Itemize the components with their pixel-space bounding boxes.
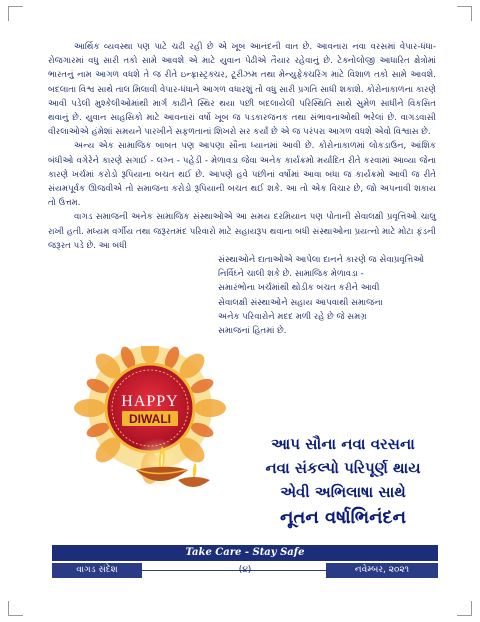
- page-footer: [52, 563, 438, 578]
- footer-issue-date: નવેમ્બર, ૨૦૨૧: [326, 563, 438, 578]
- article-tail-line: અનેક પરિવારોને મદદ મળી રહે છે જે સમગ્ર: [218, 311, 367, 322]
- greeting-line: એવી અભિલાષા સાથે: [280, 483, 406, 501]
- crop-mark-bottom-right: [457, 601, 472, 616]
- crop-mark-bottom-left: [8, 601, 23, 616]
- take-care-banner: Take Care - Stay Safe: [52, 545, 438, 561]
- crop-mark-top-left: [8, 6, 23, 21]
- article-paragraph: આર્થિક વ્યવસ્થા પણ પાટે ચઢી રહી છે એ ખૂબ આનંદની વાત છે. આવનારા નવા વરસમાં વેપાર-ધંધા-રોજગારમાં વધુ સારી તકો સામે આવશે એ માટે યુવાન પેઢીએ તૈયાર રહેવાનું છે. ટેક્નોલોજી આધારિત ક્ષેત્રોમાં ભારતનું નામ આગળ વધશે તે જ રીતે ઇન્ફ્રાસ્ટ્રક્ચર, ટૂરીઝમ તથા મેન્યુફેક્ચરિંગ માટે વિશાળ તકો સામે આવશે. બદલાતા વિશ્વ સાથે તાલ મિલાવી વેપાર-ધંધાને આગળ વધારશું તો વધુ સારી પ્રગતિ સાધી શકાશે. કોરોનાકાળના કારણે આવી પડેલી મુશ્કેલીઓમાંથી માર્ગ કાઢીને સ્થિર થયા પછી બદલાયેલી પરિસ્થિતિ સાથે સુમેળ સાધીને વિકસિત થવાનું છે. યુવાન સાહસિકો માટે આવનારાં વર્ષો ખૂબ જ પડકારજનક તથા સંભાવનાઓથી ભરેલાં છે. વાગડવાસી વીરલાઓએ હંમેશાં સમયને પારખીને સફળતાનાં શિખરો સર કર્યાં છે એ જ પરંપરા આગળ વધશે એવો વિશ્વાસ છે.: [48, 42, 436, 138]
- happy-diwali-illustration: [58, 346, 268, 496]
- happy-text: HAPPY: [121, 393, 179, 410]
- article-tail-line: સમાજનાં હિતમાં છે.: [218, 326, 287, 337]
- greeting-line: નવા સંકલ્પો પરિપૂર્ણ થાય: [265, 459, 421, 477]
- article-body: [48, 40, 436, 338]
- diwali-text: DIWALI: [129, 412, 171, 426]
- article-tail-line: નિર્વિઘ્ને ચાલી શકે છે. સામાજિક મેળાવડા -: [218, 269, 364, 280]
- crop-mark-top-right: [457, 6, 472, 21]
- article-tail-line: સંસ્થાઓને દાતાઓએ આપેલા દાનને કારણે જ સેવાપ્રવૃત્તિઓ: [218, 255, 425, 266]
- greeting-line: આપ સૌના નવા વરસના: [271, 435, 415, 453]
- article-paragraph: અન્ય એક સામાજિક બાબત પણ આપણા સૌના ધ્યાનમાં આવી છે. કોરોનાકાળમાં લોકડાઉન, આંશિક બંધીઓ વગેરેને કારણે સગાઈ - લગ્ન - પહેડી - મેળાવડા જેવા અનેક કાર્યક્રમો મર્યાદિત રીતે કરવામાં આવ્યા જેના કારણે ખર્ચમાં કરોડો રૂપિયાના બચત થઈ છે. આપણે હવે પછીનાં વર્ષોમાં આવા બધા જ કાર્યક્રમો આવી જ રીતે સંયમપૂર્વક ઊજવીએ તો સમાજના કરોડો રૂપિયાની બચત થઈ શકે. આ તો એક વિચાર છે, જો અપનાવી શકાય તો ઉત્તમ.: [48, 141, 436, 209]
- greeting-title: નૂતન વર્ષાભિનંદન: [279, 507, 407, 528]
- greeting-block: [248, 432, 438, 532]
- footer-publication-name: વાગડ સંદેશ: [52, 563, 142, 578]
- footer-page-number: (૪): [238, 565, 252, 575]
- article-tail-line: સેવાલક્ષી સંસ્થાઓને સહાય આપવાથી સમાજના: [218, 297, 383, 308]
- article-paragraph: વાગડ સમાજની અનેક સામાજિક સંસ્થાઓએ આ સમય દરમિયાન પણ પોતાની સેવાલક્ષી પ્રવૃત્તિઓ ચાલુ રાખી હતી. મધ્યમ વર્ગીય તથા જરૂરતમંદ પરિવારો માટે સહાયરૂપ થવાના બધી સંસ્થાઓના પ્રયત્નો માટે મોટા ફંડની જરૂરત પડે છે. આ બધી: [48, 212, 436, 251]
- article-tail-line: સમારંભોના ખર્ચમાંથી થોડીક બચત કરીને આવી: [218, 283, 380, 294]
